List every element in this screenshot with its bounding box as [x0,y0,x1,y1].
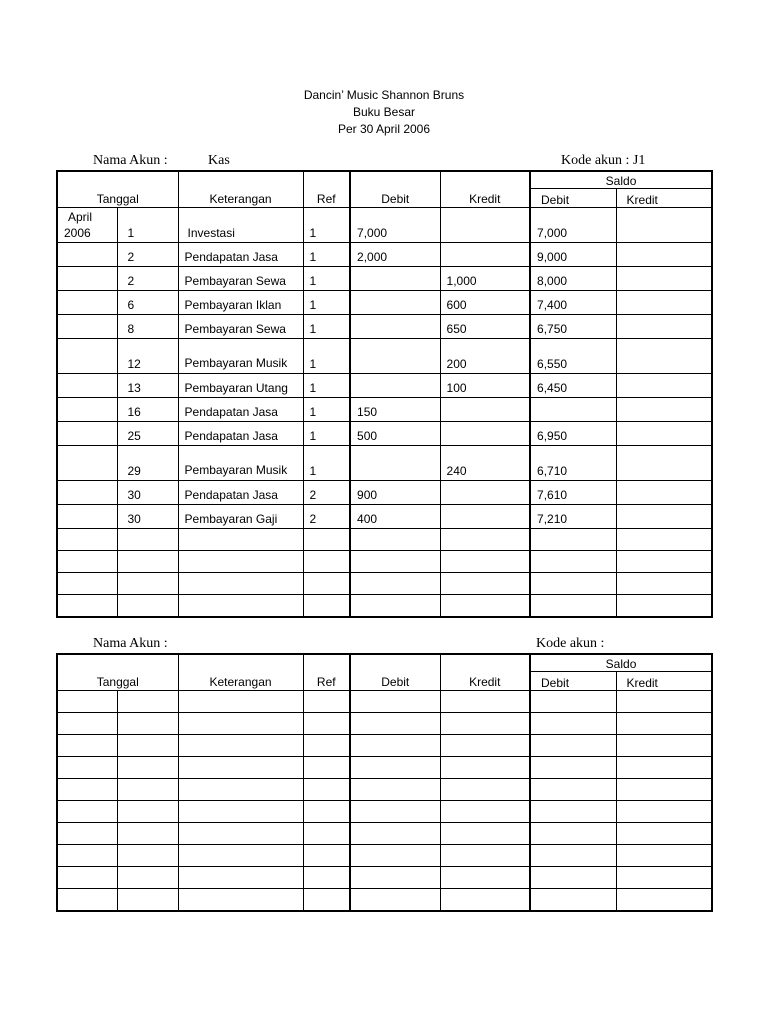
kredit-cell [440,735,530,757]
saldo-debit-cell [530,691,616,713]
col-header-tanggal: Tanggal [57,171,178,208]
kredit-cell [440,505,530,529]
date-day: 2 [117,267,178,291]
saldo-kredit-cell [616,735,712,757]
keterangan-cell [178,595,303,618]
saldo-kredit-cell [616,422,712,446]
date-day: 1 [117,208,178,243]
debit-cell [350,889,440,912]
date-month-cell [57,757,117,779]
saldo-kredit-cell [616,291,712,315]
date-day: 25 [117,422,178,446]
date-month-cell [57,551,117,573]
date-day [117,595,178,618]
empty-row [57,757,712,779]
date-month-cell [57,823,117,845]
debit-cell [350,315,440,339]
kredit-cell: 200 [440,339,530,374]
empty-row [57,529,712,551]
date-day [117,691,178,713]
saldo-kredit-cell [616,845,712,867]
date-month-cell [57,291,117,315]
col-header-saldo-debit-2: Debit [530,672,616,691]
kredit-cell [440,573,530,595]
date-day: 2 [117,243,178,267]
account-name-label-2: Nama Akun : [93,636,168,651]
kredit-cell [440,481,530,505]
empty-row [57,779,712,801]
saldo-kredit-cell [616,315,712,339]
empty-row [57,801,712,823]
date-day [117,529,178,551]
kredit-cell [440,595,530,618]
date-month-cell [57,595,117,618]
saldo-debit-cell [530,573,616,595]
ref-cell [303,595,350,618]
table-row [57,422,712,446]
saldo-debit-cell: 8,000 [530,267,616,291]
date-month: April [68,210,93,224]
account-code-label-2: Kode akun : [536,636,605,651]
date-month-cell [57,374,117,398]
col-header-ref: Ref [303,171,350,208]
ref-cell [303,823,350,845]
date-month-cell [57,867,117,889]
table-row [57,398,712,422]
saldo-kredit-cell [616,779,712,801]
saldo-debit-cell: 7,000 [530,208,616,243]
keterangan-cell [178,551,303,573]
empty-row [57,867,712,889]
account-name-label: Nama Akun : [93,153,168,168]
date-day [117,713,178,735]
date-day: 29 [117,446,178,481]
date-month-cell [57,713,117,735]
ref-cell [303,691,350,713]
col-header-saldo-kredit-2: Kredit [616,672,712,691]
saldo-debit-cell: 6,950 [530,422,616,446]
debit-cell [350,551,440,573]
date-month-cell [57,779,117,801]
period-title: Per 30 April 2006 [337,122,431,136]
saldo-debit-cell [530,398,616,422]
date-month-cell [57,691,117,713]
saldo-debit-cell [530,735,616,757]
table-row [57,446,712,481]
debit-cell [350,374,440,398]
date-month-cell [57,315,117,339]
saldo-kredit-cell [616,339,712,374]
date-month-cell [57,267,117,291]
debit-cell: 400 [350,505,440,529]
date-month-cell [57,446,117,481]
keterangan-cell [178,801,303,823]
ref-cell: 1 [303,208,350,243]
saldo-kredit-cell [616,398,712,422]
debit-cell [350,691,440,713]
keterangan-cell: Pembayaran Sewa [178,267,303,291]
kredit-cell: 600 [440,291,530,315]
saldo-debit-cell [530,801,616,823]
col-header-debit: Debit [350,171,440,208]
col-header-saldo-kredit: Kredit [616,189,712,208]
debit-cell [350,595,440,618]
saldo-kredit-cell [616,595,712,618]
ref-cell: 1 [303,446,350,481]
debit-cell [350,801,440,823]
ref-cell: 2 [303,481,350,505]
saldo-kredit-cell [616,551,712,573]
date-month-cell [57,889,117,912]
keterangan-cell [178,823,303,845]
ref-cell [303,867,350,889]
account-name-value: Kas [208,153,230,168]
keterangan-cell [178,757,303,779]
date-day [117,735,178,757]
date-day [117,823,178,845]
date-month-cell [57,422,117,446]
ref-cell: 1 [303,291,350,315]
saldo-kredit-cell [616,823,712,845]
keterangan-cell [178,867,303,889]
account-code-label: Kode akun : J1 [561,153,646,168]
col-header-saldo-debit: Debit [530,189,616,208]
ref-cell [303,551,350,573]
col-header-kredit-2: Kredit [440,654,530,691]
saldo-kredit-cell [616,691,712,713]
debit-cell [350,713,440,735]
ref-cell: 1 [303,374,350,398]
col-header-debit-2: Debit [350,654,440,691]
saldo-kredit-cell [616,529,712,551]
debit-cell [350,339,440,374]
keterangan-cell: Pendapatan Jasa [178,422,303,446]
date-day [117,779,178,801]
date-month-cell [57,398,117,422]
kredit-cell [440,757,530,779]
keterangan-cell: Pendapatan Jasa [178,398,303,422]
kredit-cell [440,551,530,573]
saldo-debit-cell [530,845,616,867]
kredit-cell [440,243,530,267]
ledger-table-blank [56,653,713,912]
saldo-kredit-cell [616,889,712,912]
debit-cell: 2,000 [350,243,440,267]
table-row [57,291,712,315]
date-day [117,551,178,573]
empty-row [57,823,712,845]
saldo-kredit-cell [616,801,712,823]
saldo-kredit-cell [616,374,712,398]
saldo-kredit-cell [616,867,712,889]
saldo-kredit-cell [616,243,712,267]
keterangan-cell [178,573,303,595]
kredit-cell [440,801,530,823]
empty-row [57,691,712,713]
debit-cell: 500 [350,422,440,446]
table-row [57,315,712,339]
date-month-cell [57,505,117,529]
ref-cell [303,757,350,779]
date-day [117,845,178,867]
saldo-debit-cell [530,757,616,779]
kredit-cell: 1,000 [440,267,530,291]
date-month-cell [57,735,117,757]
saldo-kredit-cell [616,481,712,505]
table-row [57,208,712,243]
ref-cell [303,845,350,867]
date-month-cell [57,243,117,267]
col-header-saldo: Saldo [530,171,712,189]
keterangan-cell [178,735,303,757]
ref-cell [303,573,350,595]
col-header-keterangan: Keterangan [178,171,303,208]
table-row [57,267,712,291]
date-day [117,757,178,779]
col-header-keterangan-2: Keterangan [178,654,303,691]
debit-cell [350,779,440,801]
debit-cell [350,573,440,595]
saldo-debit-cell [530,779,616,801]
col-header-tanggal-2: Tanggal [57,654,178,691]
debit-cell [350,867,440,889]
table-row [57,243,712,267]
date-day: 16 [117,398,178,422]
saldo-kredit-cell [616,208,712,243]
company-title: Dancin’ Music Shannon Bruns [303,88,465,102]
date-month-cell [57,801,117,823]
saldo-debit-cell: 7,400 [530,291,616,315]
saldo-debit-cell [530,889,616,912]
kredit-cell [440,845,530,867]
table-row [57,481,712,505]
date-day: 13 [117,374,178,398]
empty-row [57,573,712,595]
debit-cell [350,757,440,779]
debit-cell [350,267,440,291]
kredit-cell [440,823,530,845]
kredit-cell [440,422,530,446]
empty-row [57,551,712,573]
date-month-cell [57,481,117,505]
kredit-cell [440,779,530,801]
kredit-cell [440,889,530,912]
keterangan-cell [178,779,303,801]
saldo-debit-cell [530,595,616,618]
keterangan-cell [178,845,303,867]
ref-cell [303,889,350,912]
table-row [57,339,712,374]
document-title: Buku Besar [352,105,416,119]
ref-cell [303,801,350,823]
kredit-cell [440,691,530,713]
empty-row [57,735,712,757]
keterangan-cell [178,691,303,713]
saldo-debit-cell: 6,550 [530,339,616,374]
empty-row [57,845,712,867]
ref-cell [303,779,350,801]
date-day: 12 [117,339,178,374]
date-day [117,573,178,595]
keterangan-cell [178,889,303,912]
debit-cell: 150 [350,398,440,422]
saldo-kredit-cell [616,713,712,735]
date-month-cell [57,208,117,243]
keterangan-cell: Pendapatan Jasa [178,481,303,505]
saldo-debit-cell: 6,450 [530,374,616,398]
debit-cell [350,845,440,867]
ref-cell [303,713,350,735]
date-day [117,867,178,889]
kredit-cell [440,529,530,551]
kredit-cell: 240 [440,446,530,481]
ref-cell: 1 [303,243,350,267]
saldo-debit-cell [530,867,616,889]
saldo-debit-cell [530,551,616,573]
keterangan-cell: Pembayaran Iklan [178,291,303,315]
date-day [117,889,178,912]
debit-cell: 900 [350,481,440,505]
ref-cell: 2 [303,505,350,529]
kredit-cell [440,867,530,889]
kredit-cell: 100 [440,374,530,398]
date-month-cell [57,339,117,374]
ref-cell [303,529,350,551]
date-day: 30 [117,505,178,529]
keterangan-cell [178,529,303,551]
saldo-kredit-cell [616,757,712,779]
ref-cell [303,735,350,757]
empty-row [57,713,712,735]
saldo-debit-cell: 7,210 [530,505,616,529]
saldo-debit-cell: 6,750 [530,315,616,339]
kredit-cell [440,398,530,422]
saldo-kredit-cell [616,267,712,291]
ledger-table-kas [56,170,713,618]
keterangan-cell: Pembayaran Musik [178,339,303,374]
debit-cell [350,446,440,481]
saldo-kredit-cell [616,505,712,529]
kredit-cell [440,208,530,243]
col-header-saldo-2: Saldo [530,654,712,672]
keterangan-cell: Investasi [178,208,303,243]
debit-cell [350,529,440,551]
saldo-debit-cell [530,713,616,735]
keterangan-cell: Pembayaran Gaji [178,505,303,529]
keterangan-cell: Pembayaran Musik [178,446,303,481]
saldo-kredit-cell [616,573,712,595]
saldo-debit-cell [530,823,616,845]
date-day: 30 [117,481,178,505]
ref-cell: 1 [303,398,350,422]
date-year: 2006 [64,226,91,240]
date-month-cell [57,845,117,867]
keterangan-cell: Pembayaran Sewa [178,315,303,339]
saldo-debit-cell [530,529,616,551]
ref-cell: 1 [303,339,350,374]
saldo-kredit-cell [616,446,712,481]
date-day: 6 [117,291,178,315]
ref-cell: 1 [303,315,350,339]
table-row [57,374,712,398]
ref-cell: 1 [303,267,350,291]
keterangan-cell [178,713,303,735]
kredit-cell: 650 [440,315,530,339]
date-month-cell [57,529,117,551]
date-month-cell [57,573,117,595]
ref-cell: 1 [303,422,350,446]
debit-cell: 7,000 [350,208,440,243]
empty-row [57,889,712,912]
debit-cell [350,823,440,845]
empty-row [57,595,712,618]
debit-cell [350,291,440,315]
saldo-debit-cell: 7,610 [530,481,616,505]
debit-cell [350,735,440,757]
saldo-debit-cell: 9,000 [530,243,616,267]
keterangan-cell: Pendapatan Jasa [178,243,303,267]
saldo-debit-cell: 6,710 [530,446,616,481]
col-header-kredit: Kredit [440,171,530,208]
kredit-cell [440,713,530,735]
col-header-ref-2: Ref [303,654,350,691]
date-day: 8 [117,315,178,339]
keterangan-cell: Pembayaran Utang [178,374,303,398]
date-day [117,801,178,823]
table-row [57,505,712,529]
